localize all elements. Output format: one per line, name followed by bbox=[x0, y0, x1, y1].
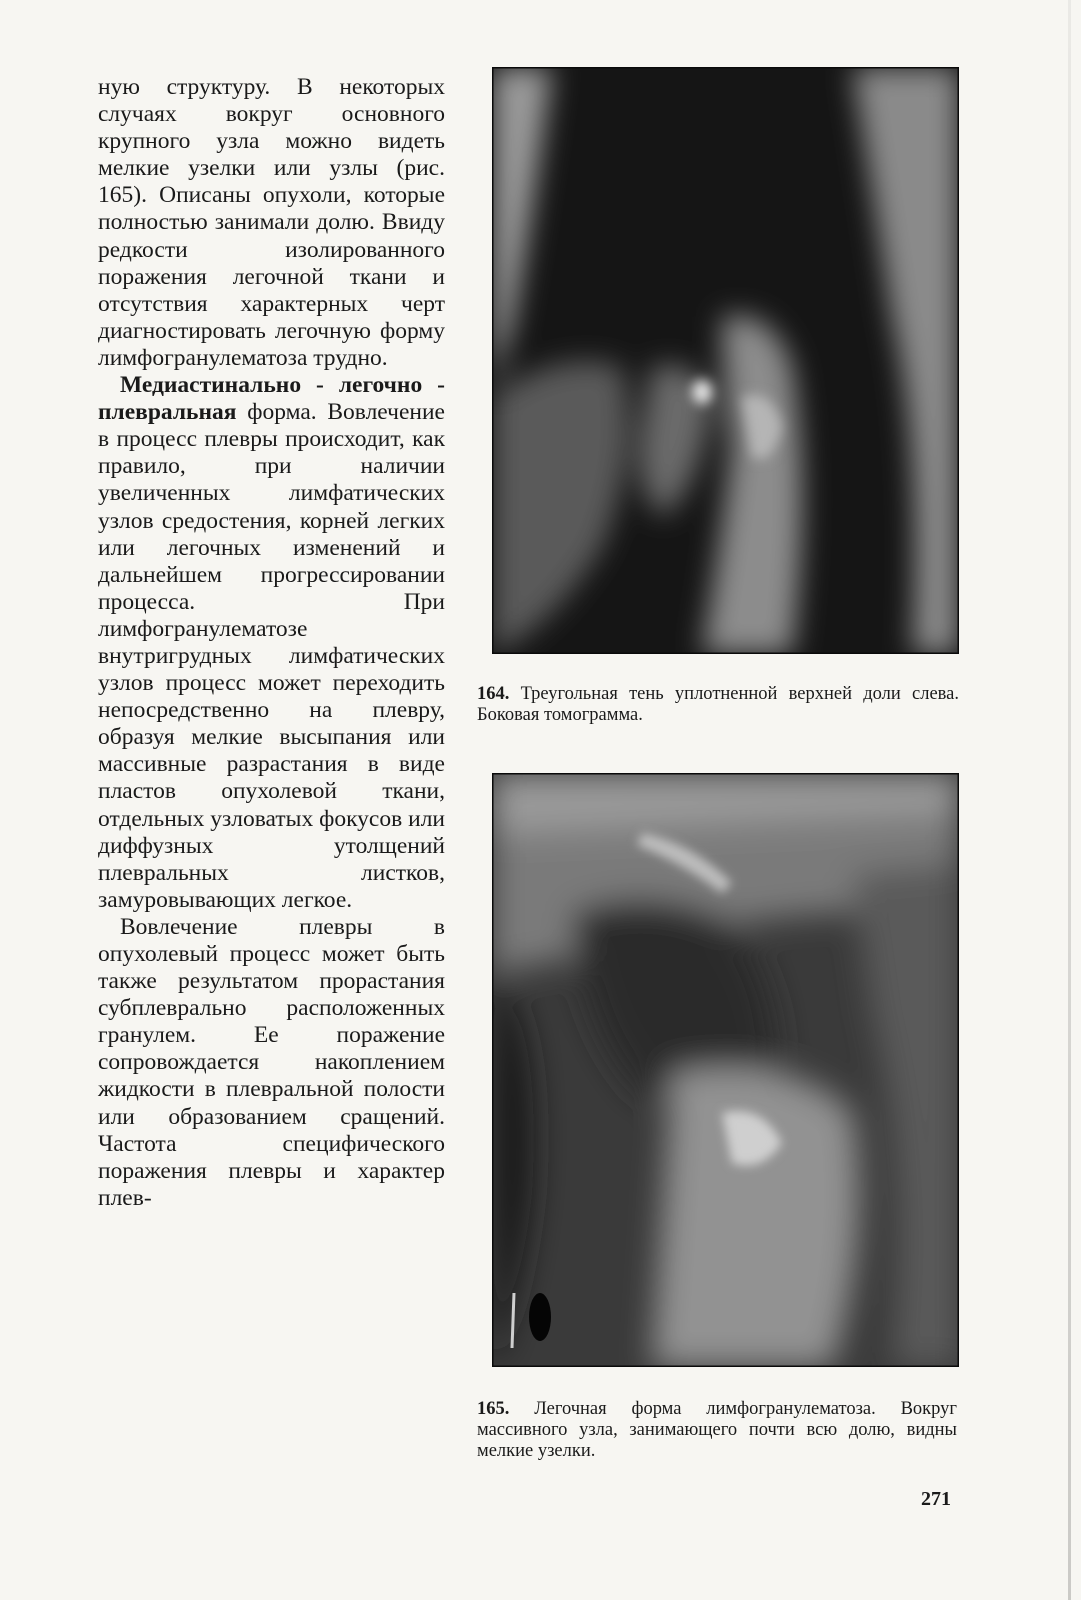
figure-165-xray bbox=[492, 773, 959, 1367]
section-heading-mediastinal: Медиастинально - легочно - плевральная bbox=[98, 372, 445, 426]
xray-image-165 bbox=[492, 773, 959, 1367]
figure-164-tomogram bbox=[492, 67, 959, 654]
figure-165-caption-text: Легочная форма лимфогранулематоза. Вокруг массивного узла, занимающего почти всю долю, видны мелкие узелки. bbox=[477, 1399, 957, 1461]
figure-164-caption-text: Треугольная тень уплотненной верхней доли слева. Боковая томограмма. bbox=[477, 684, 959, 725]
paragraph-2 bbox=[98, 372, 445, 914]
figure-164-caption bbox=[477, 684, 959, 726]
page-number: 271 bbox=[921, 1488, 951, 1510]
figure-165-caption bbox=[477, 1399, 957, 1462]
paragraph-2-text: форма. Вовлечение в процесс плевры происходит, как правило, при наличии увеличенных лимфатических узлов средостения, корней легких или легочных изменений и дальнейшем прогрессировании процесса. При лимфогранулематозе внутригрудных лимфатических узлов процесс может переходить непосредственно на плевру, образуя мелкие высыпания или массивные разрастания в виде пластов опухолевой ткани, отдельных узловатых фокусов или диффузных утолщений плевральных листков, замуровывающих легкое. bbox=[98, 399, 445, 913]
paragraph-3: Вовлечение плевры в опухолевый процесс может быть также результатом прорастания субплеврально расположенных гранулем. Ее поражение сопровождается накоплением жидкости в плевральной полости или образованием сращений. Частота специфического поражения плевры и характер плев- bbox=[98, 913, 445, 1211]
figure-165-number: 165. bbox=[477, 1399, 510, 1419]
figure-164-number: 164. bbox=[477, 684, 510, 704]
body-text-column bbox=[98, 74, 445, 1212]
xray-image-164 bbox=[492, 67, 959, 654]
paragraph-1: ную структуру. В некоторых случаях вокруг основного крупного узла можно видеть мелкие узелки или узлы (рис. 165). Описаны опухоли, которые полностью занимали долю. Ввиду редкости изолированного поражения легочной ткани и отсутствия характерных черт диагностировать легочную форму лимфогранулематоза трудно. bbox=[98, 74, 445, 371]
page-edge-shadow bbox=[1068, 0, 1071, 1600]
